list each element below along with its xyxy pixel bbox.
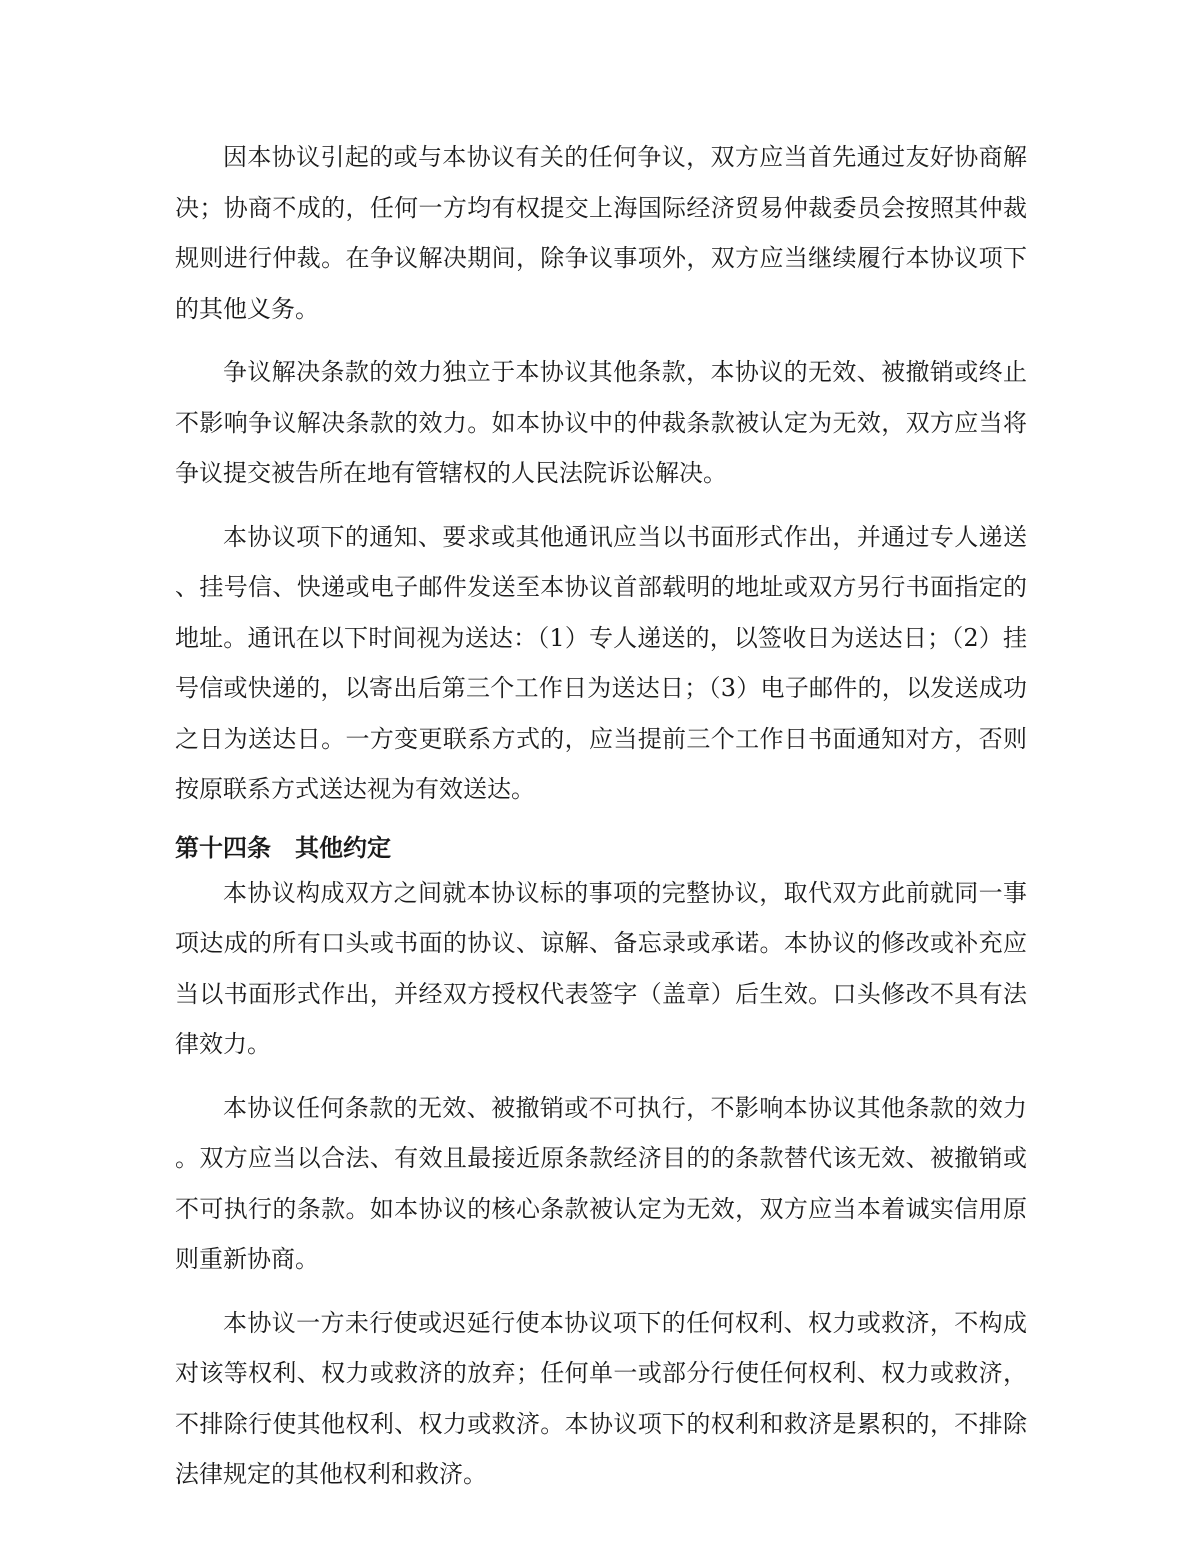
paragraph-dispute-resolution: 因本协议引起的或与本协议有关的任何争议，双方应当首先通过友好协商解决；协商不成的，任何一方均有权提交上海国际经济贸易仲裁委员会按照其仲裁规则进行仲裁。在争议解决期间，除争议事项外，双方应当继续履行本协议项下的其他义务。: [175, 143, 1027, 323]
document-page: [175, 132, 1027, 1500]
paragraph-waiver: 本协议一方未行使或迟延行使本协议项下的任何权利、权力或救济，不构成对该等权利、权力或救济的放弃；任何单一或部分行使任何权利、权力或救济，不排除行使其他权利、权力或救济。本协议项下的权利和救济是累积的，不排除法律规定的其他权利和救济。: [175, 1308, 1027, 1488]
paragraph-severability: 本协议任何条款的无效、被撤销或不可执行，不影响本协议其他条款的效力。双方应当以合法、有效且最接近原条款经济目的的条款替代该无效、被撤销或不可执行的条款。如本协议的核心条款被认定为无效，双方应当本着诚实信用原则重新协商。: [175, 1093, 1027, 1273]
paragraph-dispute-clause-independence: 争议解决条款的效力独立于本协议其他条款，本协议的无效、被撤销或终止不影响争议解决条款的效力。如本协议中的仲裁条款被认定为无效，双方应当将争议提交被告所在地有管辖权的人民法院诉讼解决。: [175, 358, 1027, 487]
section-heading-article-14: 第十四条 其他约定: [175, 833, 391, 862]
paragraph-entire-agreement: 本协议构成双方之间就本协议标的事项的完整协议，取代双方此前就同一事项达成的所有口头或书面的协议、谅解、备忘录或承诺。本协议的修改或补充应当以书面形式作出，并经双方授权代表签字（盖章）后生效。口头修改不具有法律效力。: [175, 878, 1027, 1058]
paragraph-notices: 本协议项下的通知、要求或其他通讯应当以书面形式作出，并通过专人递送、挂号信、快递或电子邮件发送至本协议首部载明的地址或双方另行书面指定的地址。通讯在以下时间视为送达：（1）专人递送的，以签收日为送达日；（2）挂号信或快递的，以寄出后第三个工作日为送达日；（3）电子邮件的，以发送成功之日为送达日。一方变更联系方式的，应当提前三个工作日书面通知对方，否则按原联系方式送达视为有效送达。: [175, 522, 1027, 803]
